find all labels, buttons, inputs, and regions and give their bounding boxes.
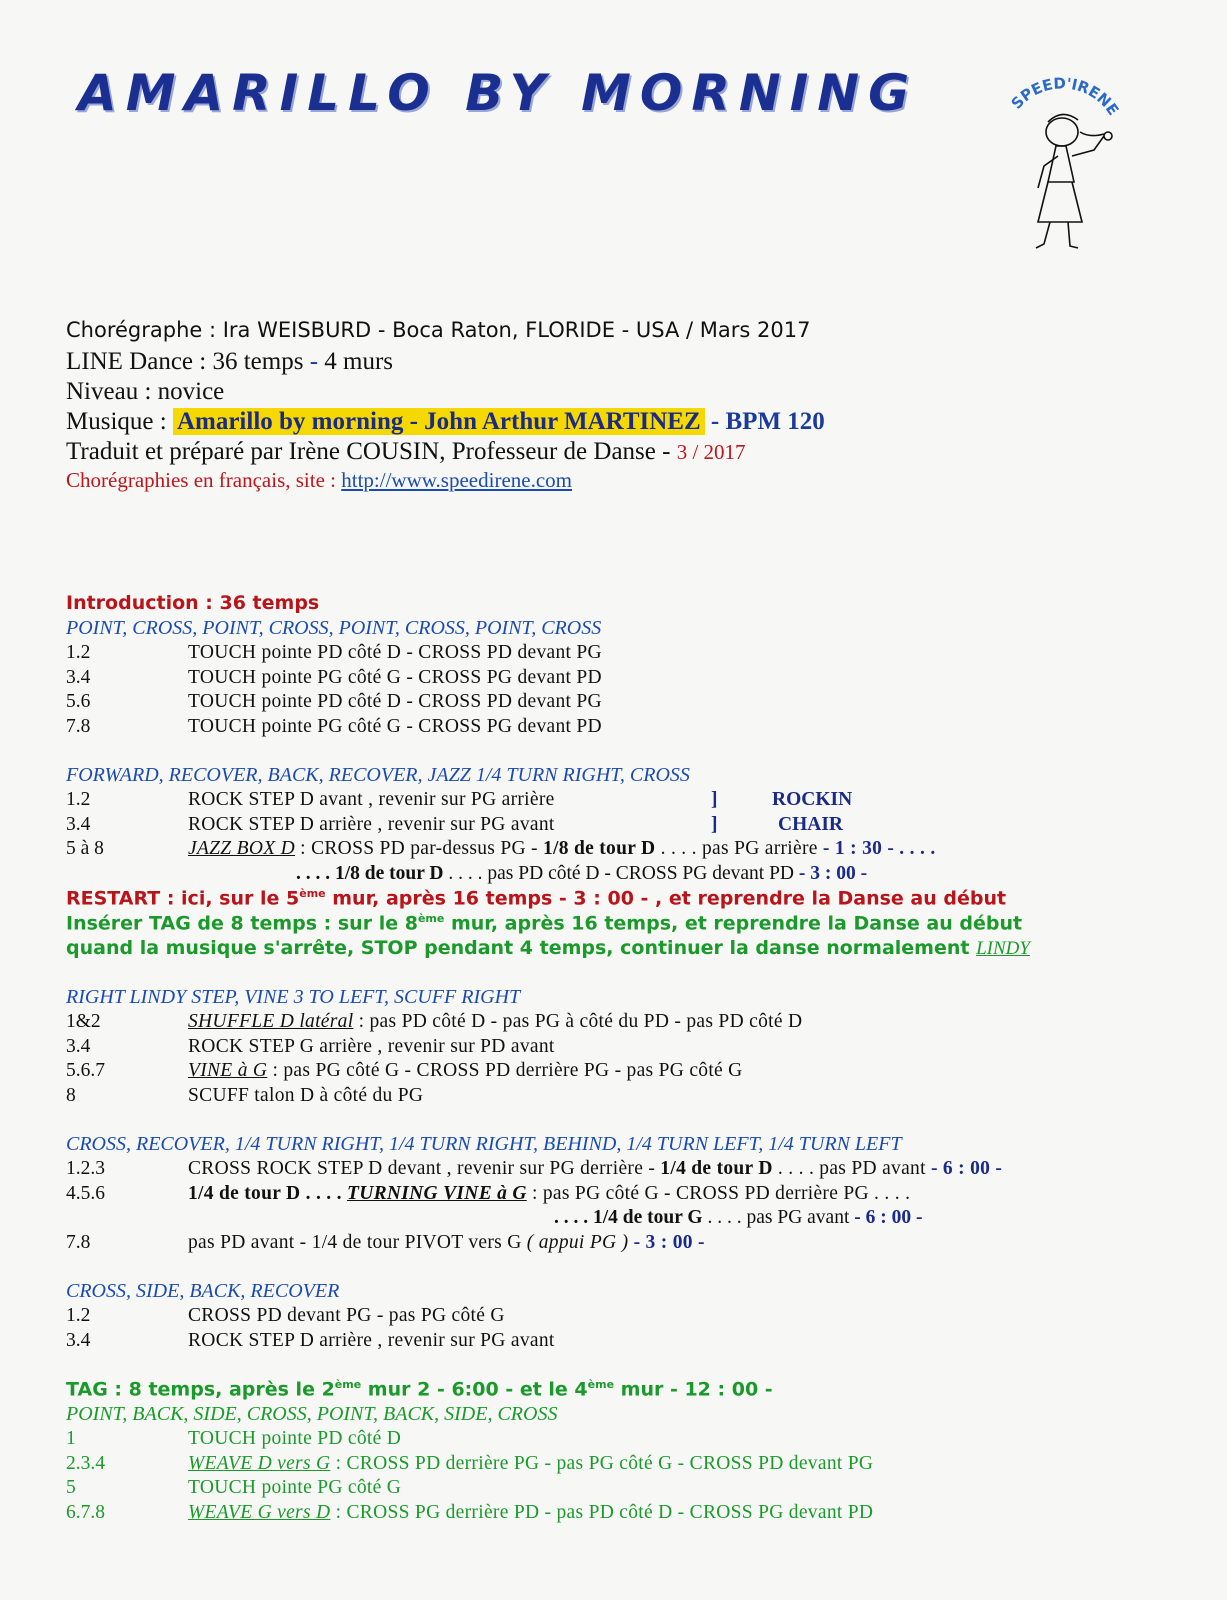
wall-indicator: - 1 : 30 - . . . . [822, 838, 936, 859]
tag-sup: ème [417, 912, 445, 925]
step-row [66, 1183, 1196, 1208]
step-row [66, 1011, 1196, 1036]
description [188, 838, 1196, 863]
translation-date: 3 / 2017 [676, 440, 746, 464]
restart-b: mur, après 16 temps - 3 : 00 - , et reprendre la Danse au début [325, 887, 1007, 910]
tag-heading [66, 1378, 1196, 1403]
count: 3.4 [66, 666, 91, 688]
section-3-heading: RIGHT LINDY STEP, VINE 3 TO LEFT, SCUFF RIGHT [66, 986, 521, 1008]
tag-b: mur, après 16 temps, et reprendre la Danse au début [444, 912, 1023, 935]
dots: . . . . [296, 862, 335, 884]
step-continuation [66, 1207, 1196, 1232]
count: 3.4 [66, 1035, 91, 1057]
step-continuation [66, 863, 1196, 888]
step-row [66, 814, 1196, 839]
restart-note [66, 887, 1196, 912]
description [188, 1232, 1196, 1257]
weave-term: WEAVE G vers D [188, 1501, 331, 1523]
description: CROSS PD devant PG - pas PG côté G [188, 1305, 505, 1326]
step-row [66, 1502, 1196, 1527]
line-b: 4 murs [318, 348, 394, 375]
count: 3.4 [66, 1329, 91, 1351]
count: 1 [66, 1428, 76, 1449]
desc-part: : pas PD côté D - pas PG à côté du PD - pas PD côté D [353, 1011, 803, 1032]
tag-title-c: mur - 12 : 00 - [614, 1378, 773, 1401]
niveau-line: Niveau : novice [66, 378, 225, 405]
wall-indicator: - 6 : 00 - [854, 1207, 923, 1228]
step-row [66, 667, 1196, 692]
count: 6.7.8 [66, 1501, 105, 1523]
step-row [66, 1232, 1196, 1257]
count: 7.8 [66, 1231, 91, 1253]
bracket: ] [711, 789, 718, 810]
desc-part: : pas PG côté G - CROSS PD derrière PG . . . . [526, 1182, 911, 1204]
step-row [66, 1060, 1196, 1085]
description: SCUFF talon D à côté du PG [188, 1084, 424, 1106]
tag-sup-2: ème [587, 1378, 615, 1391]
weave-term: WEAVE D vers G [188, 1452, 331, 1474]
step-row [66, 1330, 1196, 1355]
description [188, 1158, 1196, 1183]
description: TOUCH pointe PD côté D [188, 1428, 402, 1449]
step-row [66, 838, 1196, 863]
intro-heading: Introduction : 36 temps [66, 592, 320, 614]
count: 1.2 [66, 642, 91, 663]
desc-part: : pas PG côté G - CROSS PD derrière PG - pas PG côté G [267, 1060, 743, 1081]
line-dance-info [66, 348, 1166, 378]
tag-steps-heading: POINT, BACK, SIDE, CROSS, POINT, BACK, SIDE, CROSS [66, 1403, 558, 1425]
site-label: Chorégraphies en français, site : [66, 468, 342, 492]
translator-line [66, 438, 1166, 468]
step-row [66, 642, 1196, 667]
desc-part: . . . . pas PD avant [772, 1158, 931, 1179]
site-line [66, 468, 1166, 494]
musique-title: Amarillo by morning - John Arthur MARTINEZ [173, 408, 705, 435]
tag-note [66, 912, 1196, 937]
bracket: ] [711, 813, 718, 835]
count: 4.5.6 [66, 1182, 105, 1204]
description: TOUCH pointe PG côté G - CROSS PG devant PD [188, 666, 602, 688]
description: ROCK STEP D arrière , revenir sur PG avant [188, 813, 555, 835]
dots: . . . . [554, 1207, 593, 1228]
description: ROCK STEP G arrière , revenir sur PD avant [188, 1035, 555, 1057]
musique-line [66, 408, 1166, 438]
tag-a: Insérer TAG de 8 temps : sur le 8 [66, 912, 418, 935]
section-2-heading: FORWARD, RECOVER, BACK, RECOVER, JAZZ 1/4 TURN RIGHT, CROSS [66, 764, 690, 786]
description [188, 1183, 1196, 1208]
speedirene-logo [1000, 70, 1140, 260]
stop-note [66, 937, 1196, 962]
page-title: AMARILLO BY MORNING [78, 64, 919, 122]
step-row [66, 1453, 1196, 1478]
wall-indicator: - 6 : 00 - [930, 1158, 1003, 1179]
count: 1.2.3 [66, 1158, 105, 1179]
desc-part: . . . . pas PG arrière [655, 838, 823, 859]
chair-label: CHAIR [778, 813, 844, 835]
desc-part: : CROSS PD derrière PG - pas PG côté G - CROSS PD devant PG [330, 1452, 874, 1474]
count: 5 à 8 [66, 838, 104, 859]
turn-term: 1/8 de tour D [335, 862, 444, 884]
count: 5.6.7 [66, 1060, 105, 1081]
step-row [66, 1036, 1196, 1061]
desc-part: . . . . pas PD côté D - CROSS PG devant PD [443, 862, 799, 884]
lindy-term: LINDY [976, 938, 1030, 959]
musique-label: Musique : [66, 408, 173, 435]
dance-info [66, 318, 1166, 494]
choregraphe-line: Chorégraphe : Ira WEISBURD - Boca Raton, FLORIDE - USA / Mars 2017 [66, 318, 811, 342]
step-row [66, 789, 1196, 814]
count: 1&2 [66, 1011, 101, 1032]
step-row [66, 1305, 1196, 1330]
description [188, 1502, 1196, 1527]
desc-part: pas PD avant - 1/4 de tour PIVOT vers G [188, 1231, 527, 1253]
vine-term: VINE à G [188, 1060, 268, 1081]
step-sheet [66, 592, 1196, 1526]
site-link[interactable]: http://www.speedirene.com [341, 468, 572, 492]
translator-text: Traduit et préparé par Irène COUSIN, Professeur de Danse - [66, 438, 677, 465]
jazz-box-term: JAZZ BOX D [188, 838, 295, 859]
count: 7.8 [66, 715, 91, 737]
turn-term: 1/4 de tour G [593, 1207, 703, 1228]
step-row [66, 1428, 1196, 1453]
rockin-label: ROCKIN [772, 789, 853, 810]
description: TOUCH pointe PD côté D - CROSS PD devant PG [188, 691, 602, 712]
section-1-heading: POINT, CROSS, POINT, CROSS, POINT, CROSS, POINT, CROSS [66, 617, 602, 639]
step-row [66, 716, 1196, 741]
count: 1.2 [66, 1305, 91, 1326]
step-row [66, 691, 1196, 716]
desc-part: : CROSS PG derrière PD - pas PD côté D - CROSS PG devant PD [330, 1501, 874, 1523]
description [188, 1453, 1196, 1478]
shuffle-term: SHUFFLE D latéral [188, 1011, 354, 1032]
stop-a: quand la musique s'arrête, STOP pendant 4 temps, continuer la danse normalement [66, 937, 977, 959]
count: 5 [66, 1477, 76, 1498]
turning-vine-term: TURNING VINE à G [347, 1182, 527, 1204]
bpm: - BPM 120 [704, 408, 825, 435]
appui-note: ( appui PG ) [526, 1231, 629, 1253]
section-4-heading: CROSS, RECOVER, 1/4 TURN RIGHT, 1/4 TURN RIGHT, BEHIND, 1/4 TURN LEFT, 1/4 TURN LEFT [66, 1133, 902, 1155]
restart-a: RESTART : ici, sur le 5 [66, 887, 300, 910]
step-row [66, 1158, 1196, 1183]
tag-title-b: mur 2 - 6:00 - et le 4 [361, 1378, 588, 1401]
restart-sup: ème [299, 887, 326, 900]
wall-indicator: - 3 : 00 - [628, 1231, 705, 1253]
turn-term: 1/8 de tour D [543, 838, 656, 859]
turn-term: 1/4 de tour D [660, 1158, 773, 1179]
count: 2.3.4 [66, 1452, 105, 1474]
desc-part: : CROSS PD par-dessus PG - [295, 838, 543, 859]
wall-indicator: - 3 : 00 - [798, 862, 868, 884]
tag-title-a: TAG : 8 temps, après le 2 [66, 1378, 335, 1401]
description [188, 1011, 1196, 1036]
count: 5.6 [66, 691, 91, 712]
step-row [66, 1085, 1196, 1110]
description [188, 1060, 1196, 1085]
description: TOUCH pointe PG côté G [188, 1477, 402, 1498]
description: ROCK STEP D arrière , revenir sur PG avant [188, 1329, 555, 1351]
section-5-heading: CROSS, SIDE, BACK, RECOVER [66, 1280, 340, 1302]
step-row [66, 1477, 1196, 1502]
count: 8 [66, 1084, 76, 1106]
line-sep: - [309, 348, 319, 375]
description: TOUCH pointe PG côté G - CROSS PG devant PD [188, 715, 602, 737]
desc-part: CROSS ROCK STEP D devant , revenir sur PG derrière - [188, 1158, 661, 1179]
count: 1.2 [66, 789, 91, 810]
tag-sup-1: ème [334, 1378, 362, 1391]
description: TOUCH pointe PD côté D - CROSS PD devant PG [188, 642, 602, 663]
count: 3.4 [66, 813, 91, 835]
line-a: LINE Dance : 36 temps [66, 348, 310, 375]
logo-text: SPEED'IRENE [1007, 74, 1123, 119]
desc-part: . . . . pas PG avant [702, 1207, 855, 1228]
description: ROCK STEP D avant , revenir sur PG arrière [188, 789, 555, 810]
turn-term: 1/4 de tour D . . . . [188, 1182, 347, 1204]
